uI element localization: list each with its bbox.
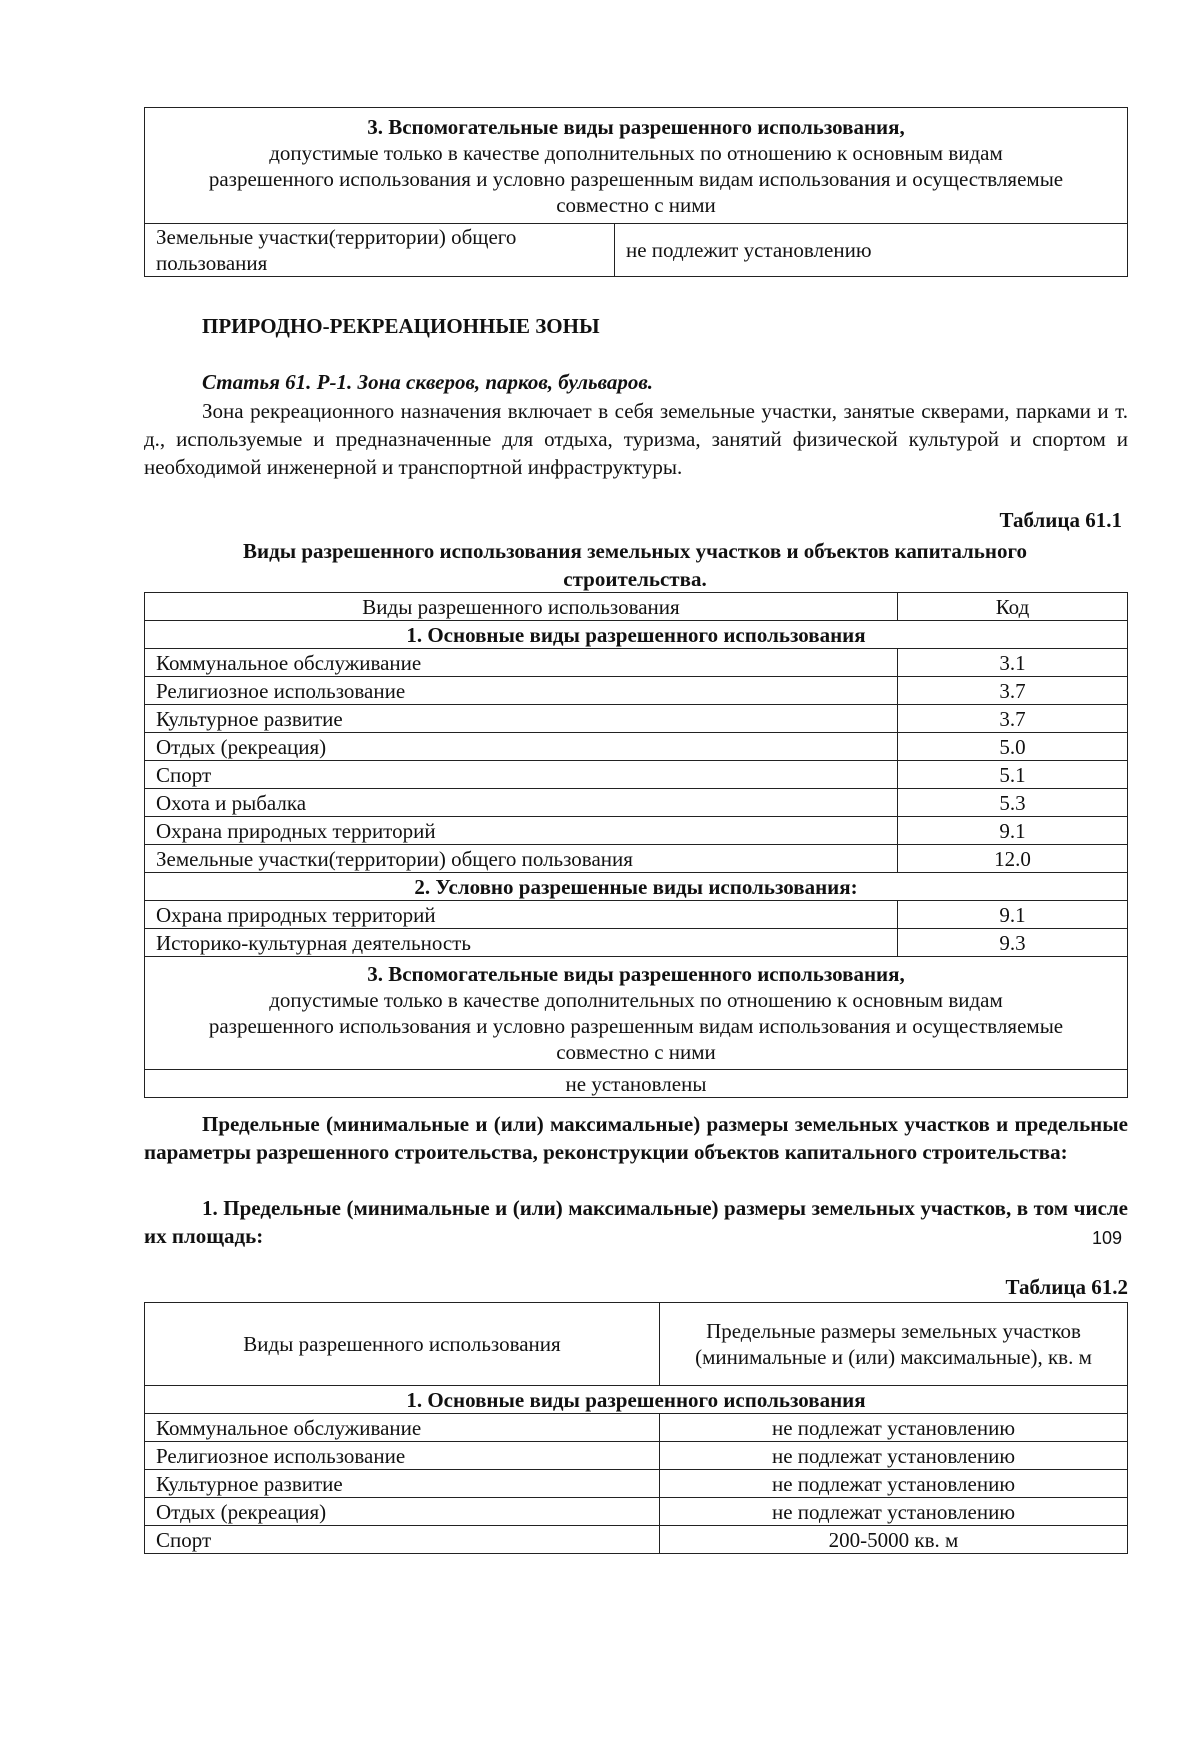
section3-title: 3. Вспомогательные виды разрешенного использования, [367,962,905,986]
table-row [145,1526,1128,1554]
cell-name: Религиозное использование [145,677,898,705]
cell-name: Охота и рыбалка [145,789,898,817]
header-code: Код [898,593,1128,621]
table-row [145,817,1128,845]
cell-value: не подлежат установлению [660,1470,1128,1498]
section3-cell [145,108,1128,224]
cell-value: не подлежат установлению [660,1414,1128,1442]
section3-cell [145,957,1128,1070]
table-row [145,1442,1128,1470]
cell-value: 200-5000 кв. м [660,1526,1128,1554]
section3-desc: допустимые только в качестве дополнительных по отношению к основным видам разрешенного использования и условно разрешенным видам использования и осуществляемые совместно с ними [208,988,1064,1064]
cell-code: 3.7 [898,705,1128,733]
section3-desc: допустимые только в качестве дополнительных по отношению к основным видам разрешенного использования и условно разрешенным видам использования и осуществляемые совместно с ними [208,140,1064,217]
cell-code: 5.0 [898,733,1128,761]
table-row [145,733,1128,761]
table-row [145,1470,1128,1498]
limits-item-1: 1. Предельные (минимальные и (или) максимальные) размеры земельных участков, в том числе их площадь: [144,1196,1128,1248]
section3-value: не установлены [145,1070,1128,1098]
cell-code: 9.1 [898,901,1128,929]
cell-code: 3.1 [898,649,1128,677]
cell-name: Охрана природных территорий [145,817,898,845]
cell-code: 3.7 [898,677,1128,705]
header-name: Виды разрешенного использования [145,593,898,621]
cell-name: Спорт [145,1526,660,1554]
cell-name: Культурное развитие [145,705,898,733]
zone-heading: ПРИРОДНО-РЕКРЕАЦИОННЫЕ ЗОНЫ [202,314,600,338]
table-61-2-label: Таблица 61.2 [1005,1275,1128,1299]
table-row [145,845,1128,873]
table-row [145,929,1128,957]
limits-paragraph: Предельные (минимальные и (или) максимальные) размеры земельных участков и предельные параметры разрешенного строительства, реконструкции объектов капитального строительства: [144,1112,1128,1164]
cell-code: 9.3 [898,929,1128,957]
section2-title: 2. Условно разрешенные виды использования: [145,873,1128,901]
cell-name: Отдых (рекреация) [145,733,898,761]
table-row [145,1414,1128,1442]
table-row [145,761,1128,789]
table-row [145,1498,1128,1526]
cell-name: Охрана природных территорий [145,901,898,929]
top-table [144,107,1128,277]
cell-value: не подлежат установлению [660,1498,1128,1526]
page-number: 109 [1091,1228,1122,1248]
cell-code: 5.1 [898,761,1128,789]
table-row [145,901,1128,929]
header-limits: Предельные размеры земельных участков (минимальные и (или) максимальные), кв. м [660,1303,1128,1386]
table-row [145,705,1128,733]
table-61-2 [144,1302,1128,1554]
cell-code: 9.1 [898,817,1128,845]
cell-name: Спорт [145,761,898,789]
article-text: Зона рекреационного назначения включает в себя земельные участки, занятые скверами, парками и т. д., используемые и предназначенные для отдыха, туризма, занятий физической культурой и спортом и необходимой инженерной и транспортной инфраструктуры. [144,399,1128,479]
cell-name: Земельные участки(территории) общего пользования [145,845,898,873]
section3-title: 3. Вспомогательные виды разрешенного использования, [367,114,905,139]
section1-title: 1. Основные виды разрешенного использования [145,621,1128,649]
table-row [145,789,1128,817]
section1-title: 1. Основные виды разрешенного использования [145,1386,1128,1414]
row-name: Земельные участки(территории) общего пользования [145,224,615,277]
cell-value: не подлежат установлению [660,1442,1128,1470]
table-row [145,649,1128,677]
row-value: не подлежит установлению [615,224,1128,277]
cell-name: Коммунальное обслуживание [145,649,898,677]
table-61-1-label: Таблица 61.1 [999,508,1122,532]
table-row [145,677,1128,705]
cell-code: 5.3 [898,789,1128,817]
header-name: Виды разрешенного использования [145,1303,660,1386]
cell-name: Коммунальное обслуживание [145,1414,660,1442]
cell-name: Отдых (рекреация) [145,1498,660,1526]
cell-code: 12.0 [898,845,1128,873]
table-61-1 [144,592,1128,1098]
cell-name: Культурное развитие [145,1470,660,1498]
article-title: Статья 61. Р-1. Зона скверов, парков, бульваров. [202,370,653,394]
table-61-1-title: Виды разрешенного использования земельных участков и объектов капитального строительства. [242,539,1028,591]
cell-name: Религиозное использование [145,1442,660,1470]
cell-name: Историко-культурная деятельность [145,929,898,957]
